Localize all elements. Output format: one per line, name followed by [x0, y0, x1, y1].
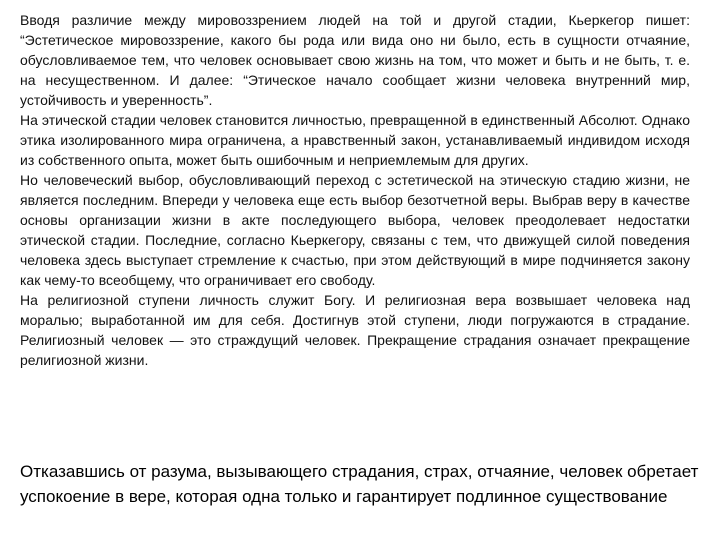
body-text: [20, 10, 690, 370]
conclusion-text: Отказавшись от разума, вызывающего страдания, страх, отчаяние, человек обретает успокоение в вере, которая одна только и гарантирует подлинное существование: [20, 462, 699, 506]
paragraph-religious-stage: На религиозной ступени личность служит Богу. И религиозная вера возвышает человека над моралью; выработанной им для себя. Достигнув этой ступени, люди погружаются в страдание. Религиозный человек — это страждущий человек. Прекращение страдания означает прекращение религиозной жизни.: [20, 292, 690, 368]
paragraph-ethical-stage: На этической стадии человек становится личностью, превращенной в единственный Абсолют. Однако этика изолированного мира ограничена, а нравственный закон, устанавливаемый индивидом исходя из собственного опыта, может быть ошибочным и неприемлемым для других.: [20, 112, 690, 168]
paragraph-choice-of-faith: Но человеческий выбор, обусловливающий переход с эстетической на этическую стадию жизни, не является последним. Впереди у человека еще есть выбор безотчетной веры. Выбрав веру в качестве основы организации жизни в акте последующего выбора, человек преодолевает недостатки этической стадии. Последние, согласно Кьеркегору, связаны с тем, что движущей силой поведения человека здесь выступает стремление к счастью, при этом действующий в мире подчиняется закону как чему-то всеобщему, что ограничивает его свободу.: [20, 172, 690, 288]
paragraph-aesthetic-vs-ethical: Вводя различие между мировоззрением людей на той и другой стадии, Кьеркегор пишет: “Эстетическое мировоззрение, какого бы рода или вида оно ни было, есть в сущности отчаяние, обусловливаемое тем, что человек основывает свою жизнь на том, что может и быть и не быть, т. е. на несущественном. И далее: “Этическое начало сообщает жизни человека внутренний мир, устойчивость и уверенность”.: [20, 12, 690, 108]
